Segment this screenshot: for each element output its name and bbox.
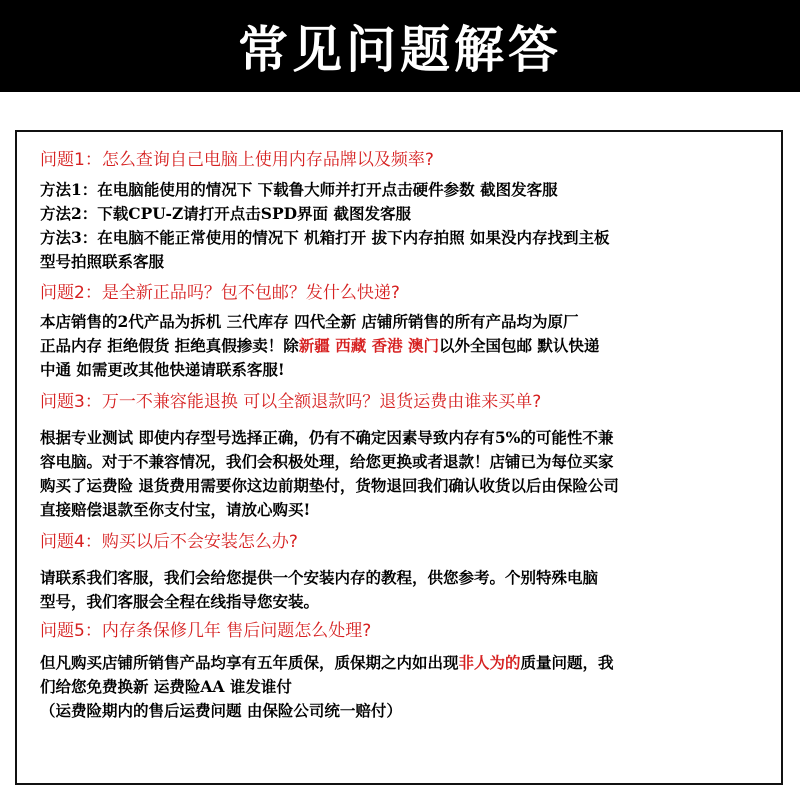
faq-question-1: 问题1：怎么查询自己电脑上使用内存品牌以及频率? xyxy=(40,150,434,170)
faq-answer-1-line-2: 方法2：下载CPU-Z请打开点击SPD界面 截图发客服 xyxy=(40,204,411,223)
faq-answer-5-line-1-start: 但凡购买店铺所销售产品均享有五年质保，质保期之内如出现 xyxy=(40,653,459,672)
faq-question-4: 问题4：购买以后不会安装怎么办? xyxy=(40,532,298,552)
faq-answer-4-line-1: 请联系我们客服，我们会给您提供一个安装内存的教程，供您参考。个别特殊电脑 xyxy=(40,568,599,587)
page-title: 常见问题解答 xyxy=(238,21,562,79)
faq-question-5: 问题5：内存条保修几年 售后问题怎么处理? xyxy=(40,621,372,641)
excluded-regions: 新疆 西藏 香港 澳门 xyxy=(298,336,439,355)
faq-answer-1-line-4: 型号拍照联系客服 xyxy=(40,252,165,271)
faq-answer-5-line-1-end: 质量问题，我 xyxy=(520,653,614,672)
faq-answer-2-line-2-start: 正品内存 拒绝假货 拒绝真假掺卖！除 xyxy=(40,336,299,355)
faq-question-3: 问题3：万一不兼容能退换 可以全额退款吗？退货运费由谁来买单? xyxy=(40,392,542,412)
faq-answer-3-line-4: 直接赔偿退款至你支付宝，请放心购买! xyxy=(40,500,311,519)
faq-answer-1-line-1: 方法1：在电脑能使用的情况下 下载鲁大师并打开点击硬件参数 截图发客服 xyxy=(40,180,558,199)
faq-answer-3-line-2: 容电脑。对于不兼容情况，我们会积极处理，给您更换或者退款！店铺已为每位买家 xyxy=(40,452,614,471)
faq-answer-2-line-1: 本店销售的2代产品为拆机 三代库存 四代全新 店铺所销售的所有产品均为原厂 xyxy=(40,312,579,331)
faq-answer-4-line-2: 型号，我们客服会全程在线指导您安装。 xyxy=(40,592,320,611)
faq-answer-3-line-3: 购买了运费险 退货费用需要你这边前期垫付，货物退回我们确认收货以后由保险公司 xyxy=(40,476,619,495)
faq-question-2: 问题2：是全新正品吗？包不包邮？发什么快递? xyxy=(40,283,400,303)
header-banner xyxy=(0,0,800,92)
non-human-damage: 非人为的 xyxy=(458,653,521,672)
faq-answer-3-line-1: 根据专业测试 即使内存型号选择正确，仍有不确定因素导致内存有5%的可能性不兼 xyxy=(40,428,614,447)
faq-answer-5-line-3: （运费险期内的售后运费问题 由保险公司统一赔付） xyxy=(40,701,402,720)
faq-answer-2-line-3: 中通 如需更改其他快递请联系客服! xyxy=(40,360,285,379)
faq-answer-2-line-2 xyxy=(40,336,599,356)
faq-answer-2-line-2-end: 以外全国包邮 默认快递 xyxy=(439,336,600,355)
faq-answer-1-line-3: 方法3：在电脑不能正常使用的情况下 机箱打开 拔下内存拍照 如果没内存找到主板 xyxy=(40,228,610,247)
faq-answer-5-line-2: 们给您免费换新 运费险AA 谁发谁付 xyxy=(40,677,292,696)
faq-answer-5-line-1 xyxy=(40,653,614,673)
